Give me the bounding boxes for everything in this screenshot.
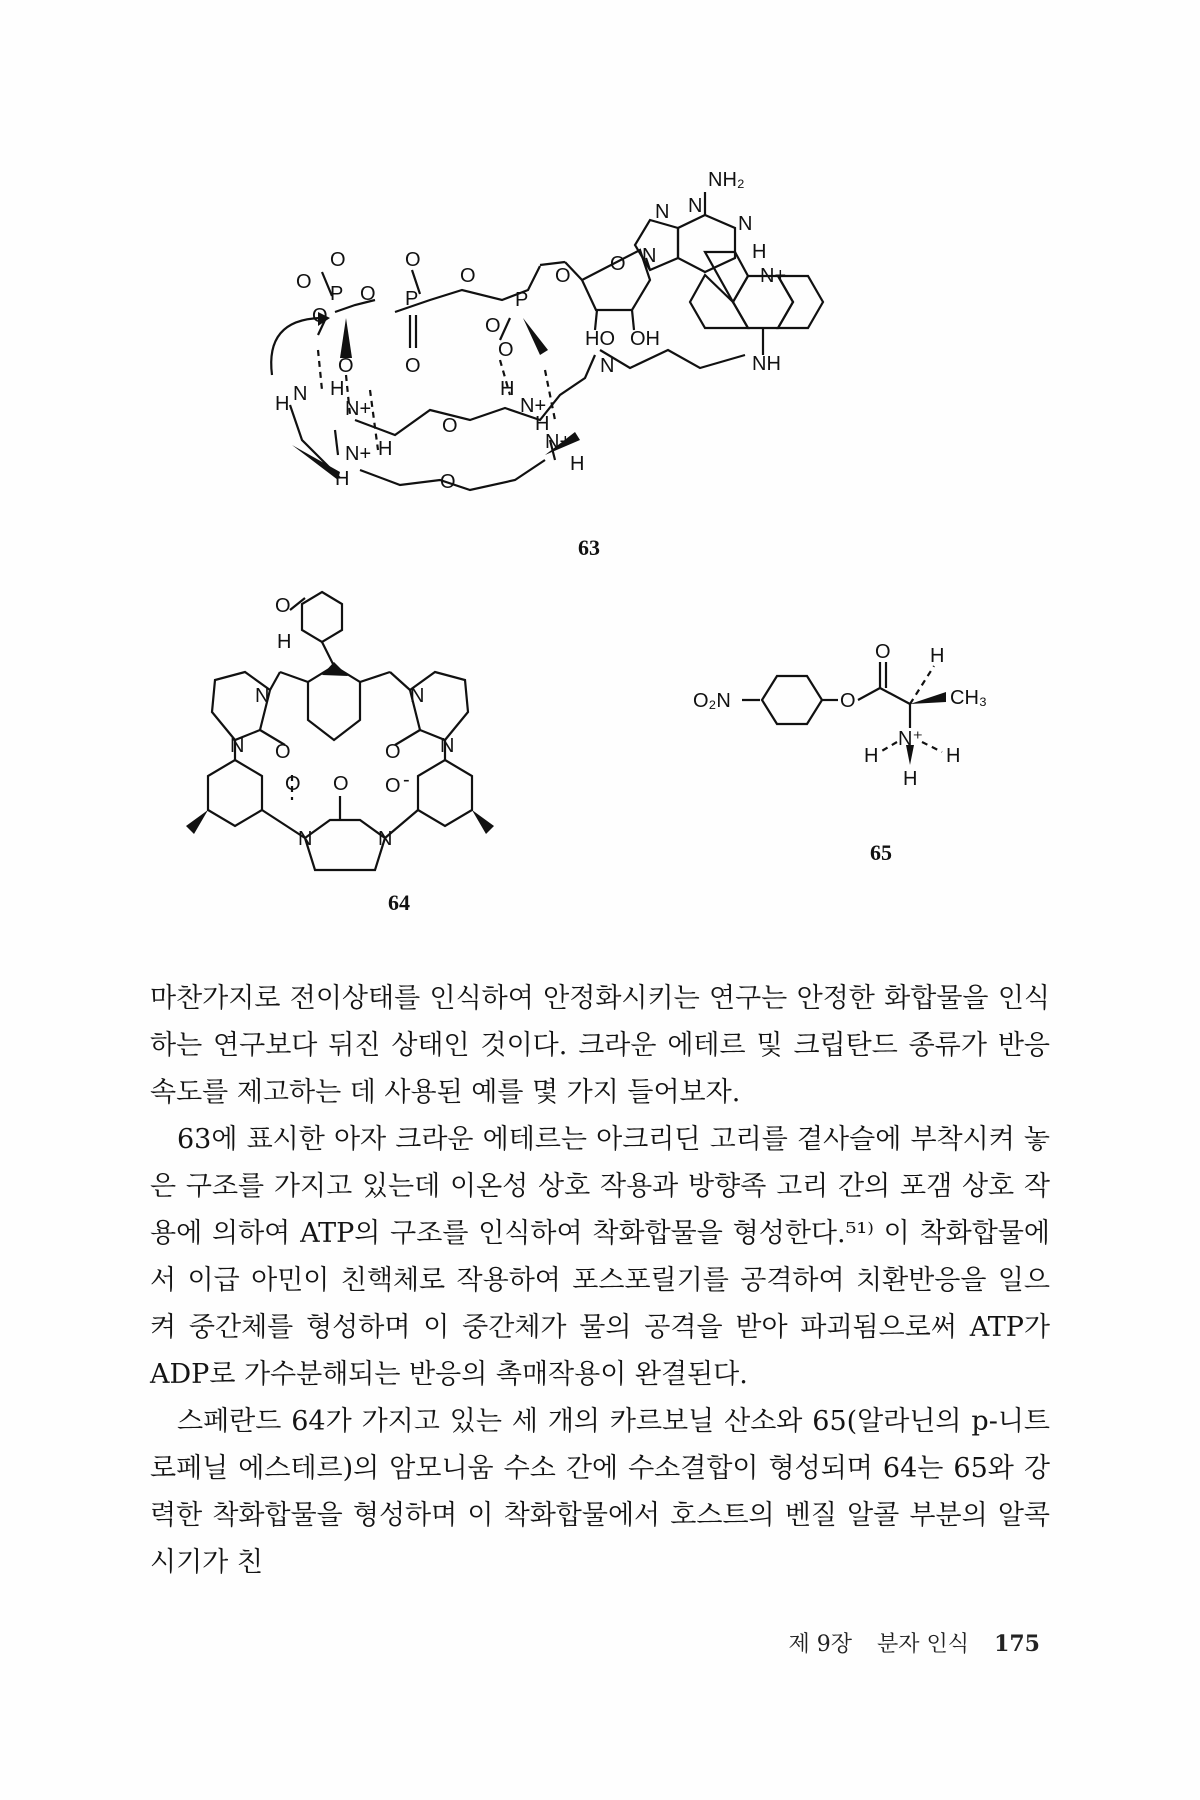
- atom-n7: N: [655, 201, 670, 223]
- atom-o-dbl2: O: [405, 355, 421, 377]
- atom-n1: N: [255, 685, 270, 707]
- page-footer: [771, 1627, 1040, 1658]
- atom-n-left: N: [293, 383, 308, 405]
- footer-title: 분자 인식: [877, 1632, 970, 1657]
- atom-o2: O: [385, 741, 401, 763]
- atom-h-left: H: [275, 393, 290, 415]
- footer-chapter: 제 9장: [788, 1632, 853, 1657]
- atom-nh-link: NH: [752, 353, 781, 375]
- atom-o2n: O₂N: [693, 690, 731, 712]
- atom-o5-minus: -: [403, 769, 410, 791]
- atom-h-amm2b: H: [535, 413, 550, 435]
- atom-ch3: CH₃: [950, 687, 988, 709]
- atom-o5: O: [385, 775, 401, 797]
- atom-o-phenol: O: [275, 595, 291, 617]
- atom-n3: N: [738, 213, 753, 235]
- purine-6-ring: [678, 215, 735, 272]
- atom-o-lo2: O: [498, 339, 514, 361]
- atom-n3: N: [410, 685, 425, 707]
- atom-o-ether2: O: [440, 471, 456, 493]
- nitrophenyl-ring: [762, 676, 822, 724]
- body-text: [150, 975, 1050, 1586]
- atom-h-n3: H: [903, 768, 918, 790]
- paragraph-1: 마찬가지로 전이상태를 인식하여 안정화시키는 연구는 안정한 화합물을 인식하는 연구보다 뒤진 상태인 것이다. 크라운 에테르 및 크립탄드 종류가 반응속도를 제고하는 데 사용된 예를 몇 가지 들어보자.: [150, 983, 1050, 1108]
- atom-n6: N: [378, 828, 393, 850]
- atom-nh2: NH₂: [708, 169, 745, 191]
- atom-oh: OH: [630, 328, 660, 350]
- atom-n-plus: N⁺: [898, 728, 923, 750]
- atom-n-tert: N: [600, 355, 615, 377]
- atom-n1: N: [688, 195, 703, 217]
- atom-ho: HO: [585, 328, 615, 350]
- atom-n5: N: [298, 828, 313, 850]
- atom-n4: N: [440, 735, 455, 757]
- atom-o1: O: [275, 741, 291, 763]
- structure-65: [690, 640, 1010, 800]
- right-aryl-ring: [418, 760, 472, 826]
- atom-h-amm3b: H: [335, 468, 350, 490]
- atom-n2: N: [230, 735, 245, 757]
- atom-o-link3: O: [555, 265, 571, 287]
- structure-64: [180, 585, 520, 915]
- atom-o-carbonyl: O: [875, 641, 891, 663]
- atom-h-amm4: H: [570, 453, 585, 475]
- compound-label-65: 65: [870, 840, 892, 865]
- atom-n-amm1: N+: [345, 398, 372, 420]
- atom-o3: O: [285, 773, 301, 795]
- atom-p1: P: [330, 283, 344, 305]
- atom-h-acr: H: [752, 241, 767, 263]
- atom-h-n2: H: [946, 745, 961, 767]
- atom-o-ester: O: [840, 690, 856, 712]
- atom-nh-plus: N+: [760, 265, 787, 287]
- atom-o-top2: O: [405, 249, 421, 271]
- left-aryl-ring: [208, 760, 262, 826]
- atom-o-minus: O: [296, 271, 312, 293]
- page-number: 175: [994, 1631, 1040, 1657]
- atom-h-n1: H: [864, 745, 879, 767]
- atom-n-amm4: N+: [545, 431, 572, 453]
- atom-ribose-o: O: [610, 253, 626, 275]
- structure-63: [250, 160, 890, 520]
- atom-n9: N: [642, 245, 657, 267]
- compound-label-64: 64: [388, 890, 410, 915]
- atom-o-minus2: O: [312, 305, 328, 327]
- atom-h-amm3a: H: [378, 438, 393, 460]
- atom-o-link1: O: [360, 283, 376, 305]
- atom-h-amm1: H: [330, 378, 345, 400]
- atom-o-link2: O: [460, 265, 476, 287]
- acridine-left-b: [690, 275, 748, 328]
- atom-o-ether1: O: [442, 415, 458, 437]
- paragraph-3: 스페란드 64가 가지고 있는 세 개의 카르보닐 산소와 65(알라닌의 p-니트로페닐 에스테르)의 암모니움 수소 간에 수소결합이 형성되며 64는 65와 강력한 착화합물을 형성하며 이 착화합물에서 호스트의 벤질 알콜 부분의 알콕시기가 친: [150, 1406, 1050, 1578]
- paragraph-2: 63에 표시한 아자 크라운 에테르는 아크리딘 고리를 곁사슬에 부착시켜 놓은 구조를 가지고 있는데 이온성 상호 작용과 방향족 고리 간의 포갬 상호 작용에 의하여 ATP의 구조를 인식하여 착화합물을 형성한다.⁵¹⁾ 이 착화합물에서 이급 아민이 친핵체로 작용하여 포스포릴기를 공격하여 치환반응을 일으켜 중간체를 형성하며 이 중간체가 물의 공격을 받아 파괴됨으로써 ATP가 ADP로 가수분해되는 반응의 촉매작용이 완결된다.: [150, 1124, 1050, 1390]
- atom-o4: O: [333, 773, 349, 795]
- phenol-ring: [302, 592, 342, 642]
- atom-o-top1: O: [330, 249, 346, 271]
- compound-label-63: 63: [578, 535, 600, 560]
- atom-p3: P: [515, 289, 529, 311]
- atom-n-amm2: N+: [520, 395, 547, 417]
- atom-n-amm3: N+: [345, 443, 372, 465]
- atom-o-dbl1: O: [485, 315, 501, 337]
- atom-h-amm2a: H: [500, 378, 515, 400]
- atom-o-lo1: O: [338, 355, 354, 377]
- atom-p2: P: [405, 288, 419, 310]
- atom-h-alpha: H: [930, 645, 945, 667]
- bottom-urea-ring: [305, 820, 385, 870]
- atom-h-phenol: H: [277, 631, 292, 653]
- cyclohexadiene-ring: [308, 666, 360, 740]
